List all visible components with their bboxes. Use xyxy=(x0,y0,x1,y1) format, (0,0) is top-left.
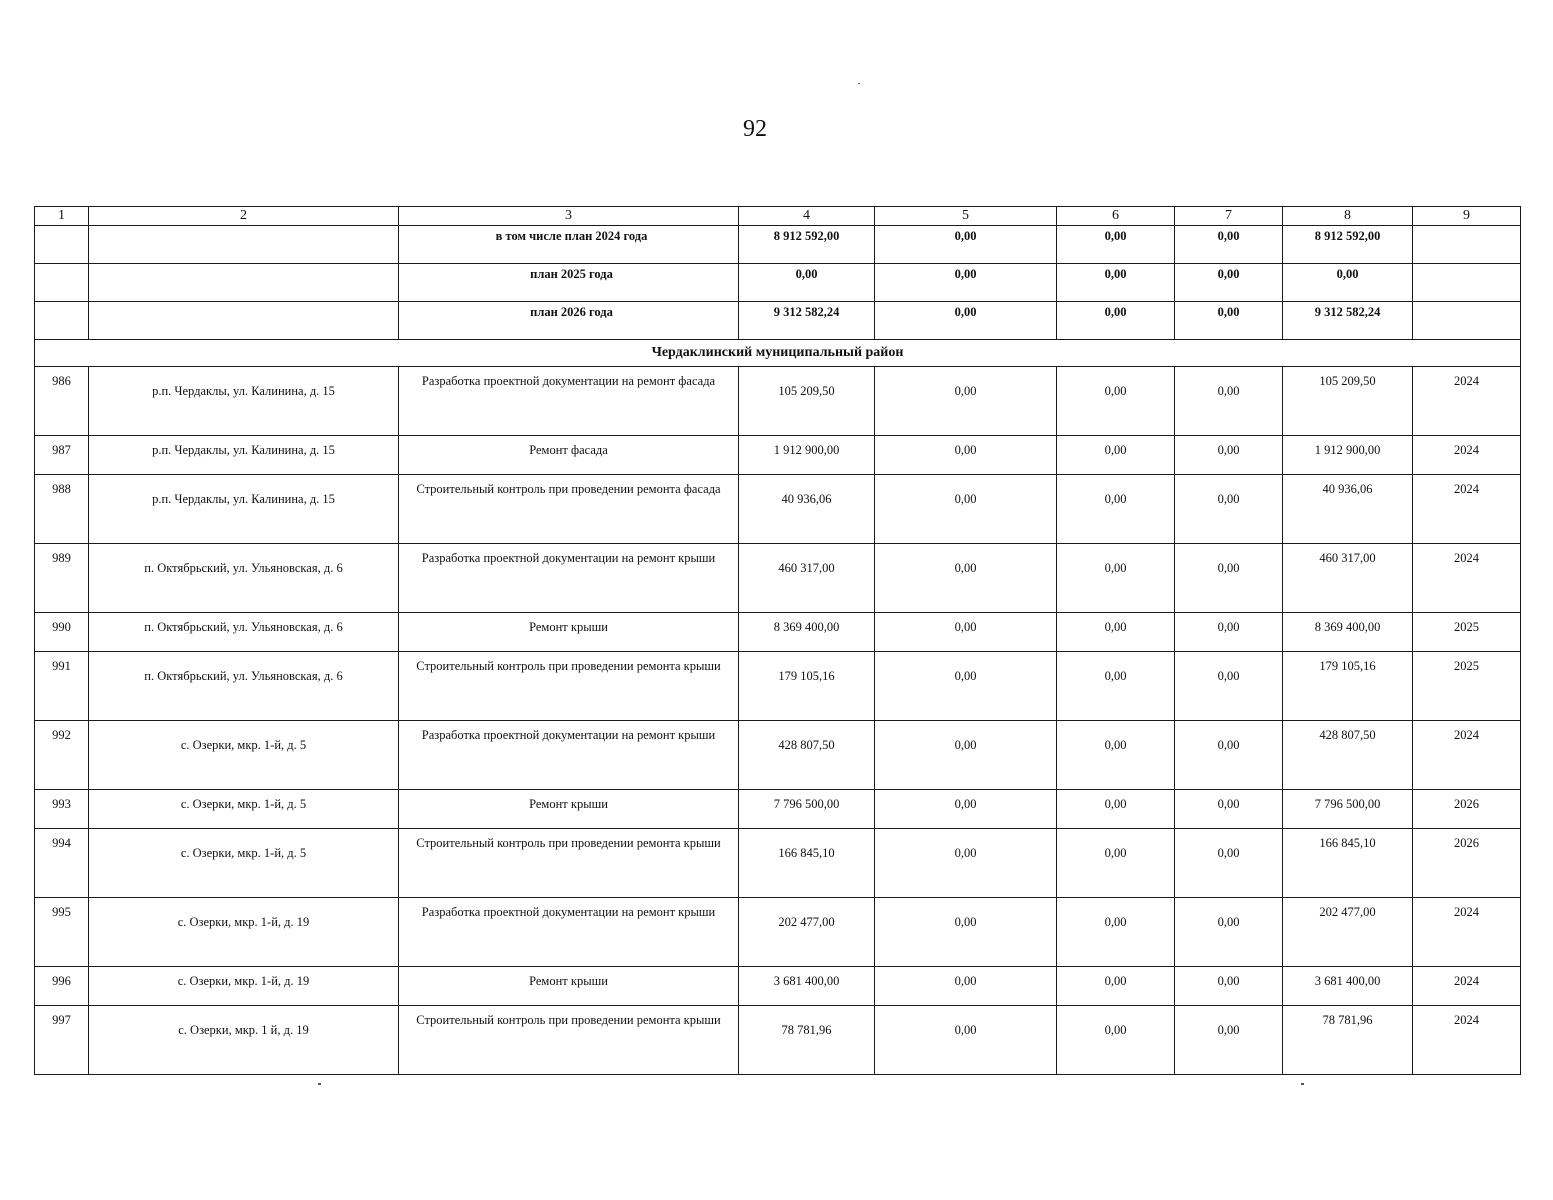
row-value: 460 317,00 xyxy=(1283,544,1413,613)
row-value: 0,00 xyxy=(875,829,1057,898)
row-work-type: Разработка проектной документации на ремонт фасада xyxy=(399,367,739,436)
row-year: 2026 xyxy=(1413,790,1521,829)
scan-speck xyxy=(318,1083,321,1085)
row-year: 2024 xyxy=(1413,967,1521,1006)
plan-label: план 2026 года xyxy=(399,302,739,340)
row-number: 988 xyxy=(35,475,89,544)
row-work-type: Строительный контроль при проведении ремонта фасада xyxy=(399,475,739,544)
row-number: 997 xyxy=(35,1006,89,1075)
row-address: р.п. Чердаклы, ул. Калинина, д. 15 xyxy=(89,475,399,544)
section-title: Чердаклинский муниципальный район xyxy=(35,340,1521,367)
table-row xyxy=(35,367,1521,436)
section-header-row xyxy=(35,340,1521,367)
row-number: 986 xyxy=(35,367,89,436)
row-work-type: Разработка проектной документации на ремонт крыши xyxy=(399,721,739,790)
row-value: 179 105,16 xyxy=(1283,652,1413,721)
row-value: 0,00 xyxy=(875,436,1057,475)
row-address: п. Октябрьский, ул. Ульяновская, д. 6 xyxy=(89,613,399,652)
row-value: 166 845,10 xyxy=(1283,829,1413,898)
row-year: 2024 xyxy=(1413,367,1521,436)
row-number: 990 xyxy=(35,613,89,652)
capital-repair-table xyxy=(34,206,1521,1075)
row-number: 993 xyxy=(35,790,89,829)
row-work-type: Ремонт крыши xyxy=(399,613,739,652)
row-work-type: Разработка проектной документации на ремонт крыши xyxy=(399,544,739,613)
row-year: 2024 xyxy=(1413,544,1521,613)
row-value: 0,00 xyxy=(1057,475,1175,544)
row-total-cost: 166 845,10 xyxy=(739,829,875,898)
row-value: 0,00 xyxy=(1057,790,1175,829)
header-cell: 1 xyxy=(35,207,89,226)
row-year: 2024 xyxy=(1413,898,1521,967)
row-year: 2024 xyxy=(1413,436,1521,475)
row-value: 0,00 xyxy=(875,790,1057,829)
row-year: 2025 xyxy=(1413,652,1521,721)
row-value: 105 209,50 xyxy=(1283,367,1413,436)
row-address: с. Озерки, мкр. 1-й, д. 5 xyxy=(89,829,399,898)
row-work-type: Ремонт крыши xyxy=(399,967,739,1006)
table-row xyxy=(35,829,1521,898)
plan-value: 0,00 xyxy=(1057,264,1175,302)
plan-total: 8 912 592,00 xyxy=(739,226,875,264)
row-total-cost: 7 796 500,00 xyxy=(739,790,875,829)
plan-value: 0,00 xyxy=(875,226,1057,264)
table-row xyxy=(35,967,1521,1006)
table-row xyxy=(35,544,1521,613)
row-total-cost: 202 477,00 xyxy=(739,898,875,967)
table-body xyxy=(35,207,1521,1075)
row-address: п. Октябрьский, ул. Ульяновская, д. 6 xyxy=(89,544,399,613)
row-total-cost: 3 681 400,00 xyxy=(739,967,875,1006)
table-row xyxy=(35,475,1521,544)
row-address: р.п. Чердаклы, ул. Калинина, д. 15 xyxy=(89,367,399,436)
plan-value: 0,00 xyxy=(1057,226,1175,264)
header-cell: 5 xyxy=(875,207,1057,226)
row-value: 0,00 xyxy=(1175,829,1283,898)
row-value: 202 477,00 xyxy=(1283,898,1413,967)
row-number: 994 xyxy=(35,829,89,898)
header-cell: 2 xyxy=(89,207,399,226)
row-value: 0,00 xyxy=(1175,544,1283,613)
row-number: 992 xyxy=(35,721,89,790)
row-value: 0,00 xyxy=(875,1006,1057,1075)
plan-value: 0,00 xyxy=(1175,226,1283,264)
row-value: 0,00 xyxy=(875,721,1057,790)
table-row xyxy=(35,436,1521,475)
row-address: с. Озерки, мкр. 1-й, д. 19 xyxy=(89,898,399,967)
header-cell: 3 xyxy=(399,207,739,226)
table-row xyxy=(35,790,1521,829)
row-address: с. Озерки, мкр. 1-й, д. 19 xyxy=(89,967,399,1006)
row-value: 0,00 xyxy=(1057,967,1175,1006)
plan-value: 8 912 592,00 xyxy=(1283,226,1413,264)
plan-row-2026 xyxy=(35,302,1521,340)
row-work-type: Строительный контроль при проведении ремонта крыши xyxy=(399,829,739,898)
row-value: 0,00 xyxy=(1175,367,1283,436)
row-value: 0,00 xyxy=(1057,829,1175,898)
table-row xyxy=(35,898,1521,967)
row-number: 995 xyxy=(35,898,89,967)
row-value: 0,00 xyxy=(1057,1006,1175,1075)
row-value: 0,00 xyxy=(1175,1006,1283,1075)
row-total-cost: 1 912 900,00 xyxy=(739,436,875,475)
plan-value: 0,00 xyxy=(875,264,1057,302)
plan-row-2024 xyxy=(35,226,1521,264)
plan-value: 0,00 xyxy=(1175,264,1283,302)
row-value: 0,00 xyxy=(1175,652,1283,721)
plan-value: 0,00 xyxy=(1175,302,1283,340)
row-value: 0,00 xyxy=(875,544,1057,613)
row-value: 0,00 xyxy=(1175,613,1283,652)
row-address: с. Озерки, мкр. 1-й, д. 5 xyxy=(89,721,399,790)
row-value: 0,00 xyxy=(875,898,1057,967)
plan-label: план 2025 года xyxy=(399,264,739,302)
row-total-cost: 40 936,06 xyxy=(739,475,875,544)
row-value: 0,00 xyxy=(1057,613,1175,652)
row-address: р.п. Чердаклы, ул. Калинина, д. 15 xyxy=(89,436,399,475)
row-total-cost: 78 781,96 xyxy=(739,1006,875,1075)
row-total-cost: 460 317,00 xyxy=(739,544,875,613)
row-total-cost: 179 105,16 xyxy=(739,652,875,721)
row-value: 0,00 xyxy=(875,613,1057,652)
row-year: 2026 xyxy=(1413,829,1521,898)
row-total-cost: 428 807,50 xyxy=(739,721,875,790)
page-number: 92 xyxy=(743,116,767,142)
table-row xyxy=(35,652,1521,721)
header-cell: 9 xyxy=(1413,207,1521,226)
plan-total: 0,00 xyxy=(739,264,875,302)
row-total-cost: 105 209,50 xyxy=(739,367,875,436)
plan-value: 0,00 xyxy=(1057,302,1175,340)
table-row xyxy=(35,1006,1521,1075)
row-value: 428 807,50 xyxy=(1283,721,1413,790)
plan-label: в том числе план 2024 года xyxy=(399,226,739,264)
header-cell: 6 xyxy=(1057,207,1175,226)
row-value: 0,00 xyxy=(1057,721,1175,790)
row-number: 991 xyxy=(35,652,89,721)
table-row xyxy=(35,721,1521,790)
header-cell: 4 xyxy=(739,207,875,226)
plan-row-2025 xyxy=(35,264,1521,302)
row-value: 0,00 xyxy=(1057,652,1175,721)
row-work-type: Ремонт фасада xyxy=(399,436,739,475)
row-value: 0,00 xyxy=(1175,790,1283,829)
row-year: 2024 xyxy=(1413,475,1521,544)
row-value: 0,00 xyxy=(875,475,1057,544)
row-value: 0,00 xyxy=(875,967,1057,1006)
row-address: с. Озерки, мкр. 1 й, д. 19 xyxy=(89,1006,399,1075)
row-number: 987 xyxy=(35,436,89,475)
row-value: 0,00 xyxy=(1175,721,1283,790)
row-work-type: Ремонт крыши xyxy=(399,790,739,829)
row-work-type: Строительный контроль при проведении ремонта крыши xyxy=(399,652,739,721)
row-address: с. Озерки, мкр. 1-й, д. 5 xyxy=(89,790,399,829)
scan-speck xyxy=(1301,1083,1304,1085)
row-value: 0,00 xyxy=(1057,436,1175,475)
row-year: 2024 xyxy=(1413,1006,1521,1075)
row-value: 0,00 xyxy=(1175,967,1283,1006)
row-number: 996 xyxy=(35,967,89,1006)
plan-value: 0,00 xyxy=(1283,264,1413,302)
header-cell: 8 xyxy=(1283,207,1413,226)
row-year: 2025 xyxy=(1413,613,1521,652)
row-total-cost: 8 369 400,00 xyxy=(739,613,875,652)
row-value: 0,00 xyxy=(1057,898,1175,967)
row-value: 0,00 xyxy=(1175,436,1283,475)
row-value: 3 681 400,00 xyxy=(1283,967,1413,1006)
column-number-header xyxy=(35,207,1521,226)
row-value: 0,00 xyxy=(1175,898,1283,967)
header-cell: 7 xyxy=(1175,207,1283,226)
row-work-type: Строительный контроль при проведении ремонта крыши xyxy=(399,1006,739,1075)
row-number: 989 xyxy=(35,544,89,613)
plan-value: 0,00 xyxy=(875,302,1057,340)
row-value: 7 796 500,00 xyxy=(1283,790,1413,829)
row-value: 40 936,06 xyxy=(1283,475,1413,544)
row-value: 1 912 900,00 xyxy=(1283,436,1413,475)
table-row xyxy=(35,613,1521,652)
row-year: 2024 xyxy=(1413,721,1521,790)
row-value: 0,00 xyxy=(1057,367,1175,436)
row-value: 8 369 400,00 xyxy=(1283,613,1413,652)
row-work-type: Разработка проектной документации на ремонт крыши xyxy=(399,898,739,967)
row-address: п. Октябрьский, ул. Ульяновская, д. 6 xyxy=(89,652,399,721)
row-value: 0,00 xyxy=(875,652,1057,721)
scan-speck xyxy=(858,83,860,84)
plan-value: 9 312 582,24 xyxy=(1283,302,1413,340)
row-value: 0,00 xyxy=(875,367,1057,436)
row-value: 0,00 xyxy=(1175,475,1283,544)
plan-total: 9 312 582,24 xyxy=(739,302,875,340)
row-value: 0,00 xyxy=(1057,544,1175,613)
row-value: 78 781,96 xyxy=(1283,1006,1413,1075)
